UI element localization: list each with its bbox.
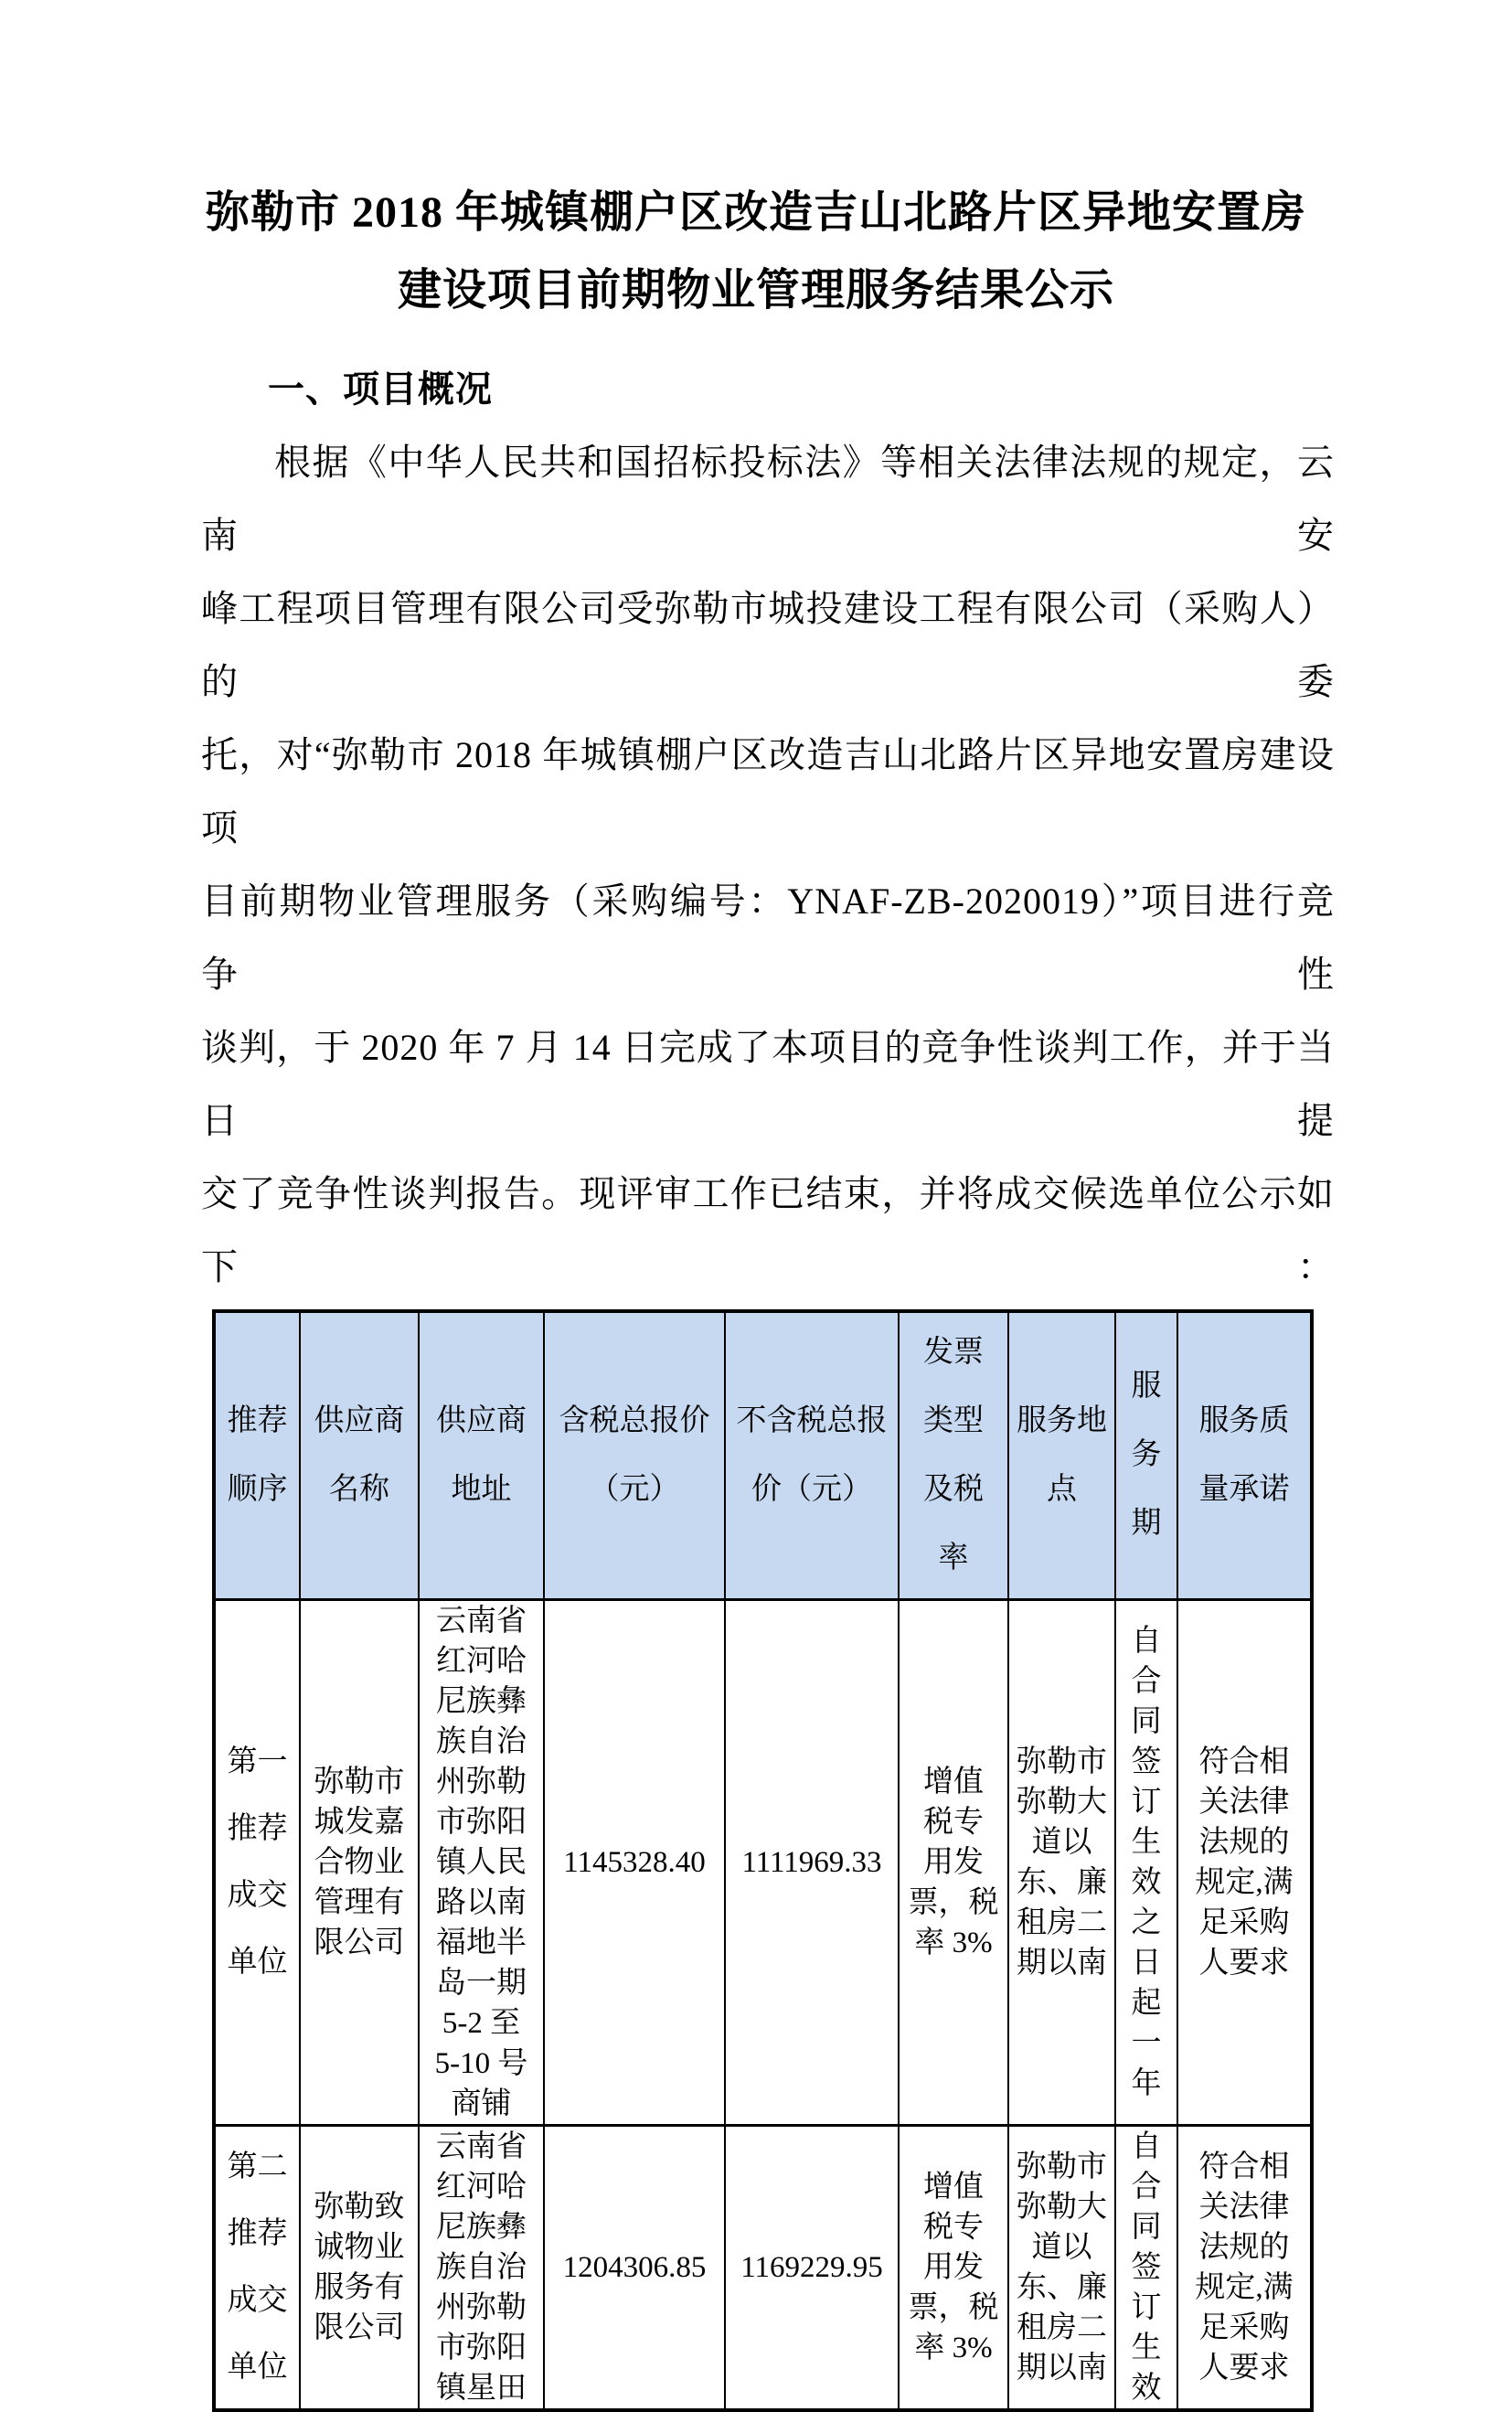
page-title: 弥勒市 2018 年城镇棚户区改造吉山北路片区异地安置房 建设项目前期物业管理服务结果公示 bbox=[205, 188, 1306, 315]
service-period-cell: 自 合 同 签 订 生 效 bbox=[1115, 2125, 1177, 2410]
supplier-name-cell: 弥勒市 城发嘉 合物业 管理有 限公司 bbox=[300, 1599, 419, 2125]
order-cell: 第一 推荐 成交 单位 bbox=[214, 1599, 300, 2125]
service-location-cell: 弥勒市 弥勒大 道以 东、廉 租房二 期以南 bbox=[1008, 1599, 1115, 2125]
col-header-price-with-tax: 含税总报价 （元） bbox=[544, 1311, 725, 1599]
invoice-type-cell: 增值 税专 用发 票，税 率 3% bbox=[899, 2125, 1008, 2410]
invoice-type-cell: 增值 税专 用发 票，税 率 3% bbox=[899, 1599, 1008, 2125]
table-row bbox=[214, 2125, 1312, 2410]
col-header-invoice-type: 发票 类型 及税 率 bbox=[899, 1311, 1008, 1599]
document-body bbox=[201, 353, 1335, 2412]
section-heading: 一、项目概况 bbox=[268, 368, 493, 410]
supplier-address-cell: 云南省 红河哈 尼族彝 族自治 州弥勒 市弥阳 镇人民 路以南 福地半 岛一期 5-2 至 5-10 号 商铺 bbox=[419, 1599, 544, 2125]
col-header-supplier-name: 供应商 名称 bbox=[300, 1311, 419, 1599]
order-cell: 第二 推荐 成交 单位 bbox=[214, 2125, 300, 2410]
col-header-service-location: 服务地 点 bbox=[1008, 1311, 1115, 1599]
supplier-address-cell: 云南省 红河哈 尼族彝 族自治 州弥勒 市弥阳 镇星田 bbox=[419, 2125, 544, 2410]
results-table bbox=[212, 1309, 1314, 2412]
col-header-service-period: 服 务 期 bbox=[1115, 1311, 1177, 1599]
quality-promise-cell: 符合相 关法律 法规的 规定,满 足采购 人要求 bbox=[1177, 2125, 1312, 2410]
price-without-tax-cell: 1169229.95 bbox=[725, 2125, 899, 2410]
body-paragraph: 根据《中华人民共和国招标投标法》等相关法律法规的规定，云南安 峰工程项目管理有限公司受弥勒市城投建设工程有限公司（采购人）的委 托，对“弥勒市 2018 年城镇棚户区改造吉山北路片区异地安置房建设项 目前期物业管理服务（采购编号：YNAF-ZB-2020019）”项目进行竞争性 谈判，于 2020 年 7 月 14 日完成了本项目的竞争性谈判工作，并于当日提 交了竞争性谈判报告。现评审工作已结束，并将成交候选单位公示如下： bbox=[201, 442, 1335, 1287]
service-period-cell: 自 合 同 签 订 生 效 之 日 起 一 年 bbox=[1115, 1599, 1177, 2125]
col-header-quality-promise: 服务质 量承诺 bbox=[1177, 1311, 1312, 1599]
col-header-supplier-address: 供应商 地址 bbox=[419, 1311, 544, 1599]
price-without-tax-cell: 1111969.33 bbox=[725, 1599, 899, 2125]
table-row bbox=[214, 1599, 1312, 2125]
price-with-tax-cell: 1204306.85 bbox=[544, 2125, 725, 2410]
col-header-price-without-tax: 不含税总报 价（元） bbox=[725, 1311, 899, 1599]
col-header-order: 推荐 顺序 bbox=[214, 1311, 300, 1599]
table-header-row bbox=[214, 1311, 1312, 1599]
price-with-tax-cell: 1145328.40 bbox=[544, 1599, 725, 2125]
quality-promise-cell: 符合相 关法律 法规的 规定,满 足采购 人要求 bbox=[1177, 1599, 1312, 2125]
supplier-name-cell: 弥勒致 诚物业 服务有 限公司 bbox=[300, 2125, 419, 2410]
service-location-cell: 弥勒市 弥勒大 道以 东、廉 租房二 期以南 bbox=[1008, 2125, 1115, 2410]
